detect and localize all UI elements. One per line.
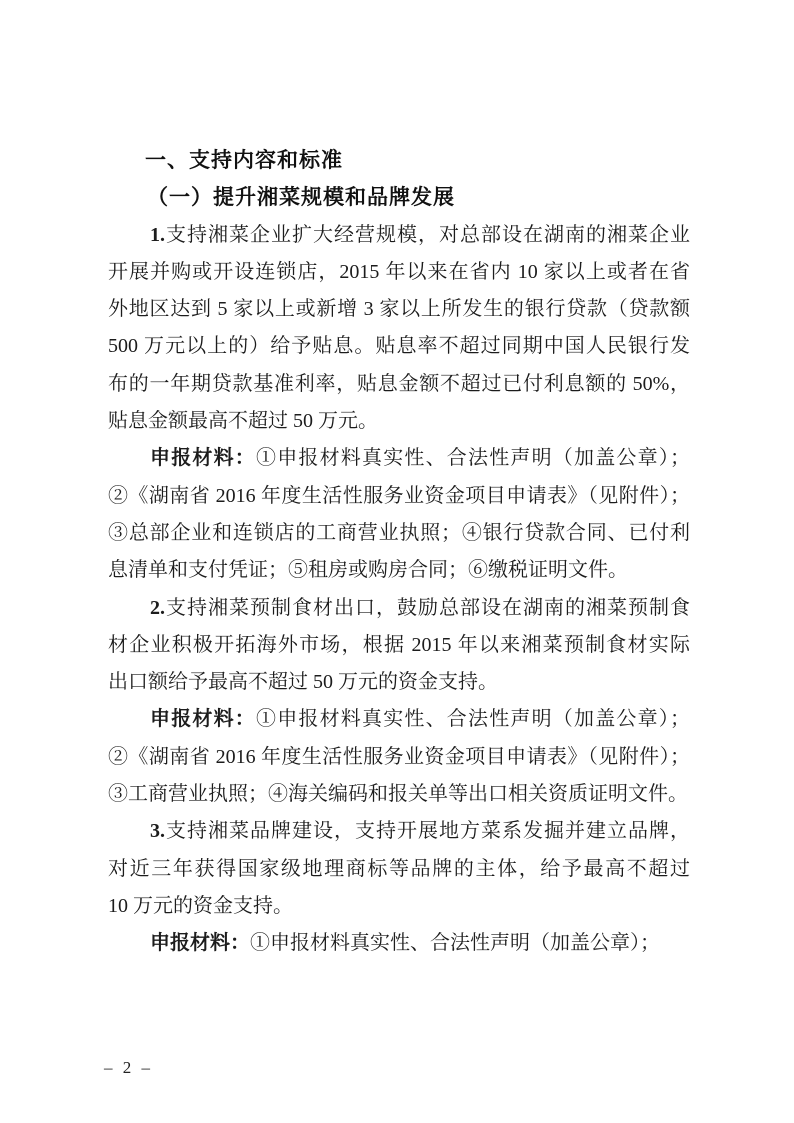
- body-line: [108, 701, 690, 738]
- body-line: 出口额给予最高不超过 50 万元的资金支持。: [108, 671, 498, 694]
- section-heading: 一、支持内容和标准: [145, 149, 343, 172]
- body-line: 布的一年期贷款基准利率，贴息金额不超过已付利息额的 50%，: [108, 372, 690, 395]
- body-line: 开展并购或开设连锁店，2015 年以来在省内 10 家以上或者在省: [108, 260, 690, 283]
- body-line: 息清单和支付凭证；⑤租房或购房合同；⑥缴税证明文件。: [108, 559, 628, 582]
- materials-label: 申报材料：: [150, 932, 250, 955]
- body-line: 材企业积极开拓海外市场，根据 2015 年以来湘菜预制食材实际: [108, 633, 690, 656]
- body-line: ③总部企业和连锁店的工商营业执照；④银行贷款合同、已付利: [108, 521, 690, 544]
- body-line: ②《湖南省 2016 年度生活性服务业资金项目申请表》（见附件）；: [108, 745, 690, 768]
- subsection-heading: （一）提升湘菜规模和品牌发展: [147, 185, 455, 210]
- materials-label: 申报材料：: [150, 447, 256, 470]
- body-line: [108, 590, 690, 627]
- body-line-text: 支持湘菜企业扩大经营规模，对总部设在湖南的湘菜企业: [165, 223, 690, 246]
- body-line: 500 万元以上的）给予贴息。贴息率不超过同期中国人民银行发: [108, 335, 690, 358]
- body-line-text: ①申报材料真实性、合法性声明（加盖公章）；: [256, 447, 690, 470]
- body-line-text: 支持湘菜预制食材出口，鼓励总部设在湖南的湘菜预制食: [165, 596, 690, 619]
- paragraph-number: 3.: [150, 820, 165, 843]
- body-line: [108, 925, 690, 962]
- body-line: ②《湖南省 2016 年度生活性服务业资金项目申请表》（见附件）；: [108, 484, 690, 507]
- body-line: ③工商营业执照；④海关编码和报关单等出口相关资质证明文件。: [108, 783, 688, 806]
- body-line: 贴息金额最高不超过 50 万元。: [108, 410, 378, 433]
- paragraph-number: 1.: [150, 223, 165, 246]
- body-line: [108, 813, 690, 850]
- body-line: [108, 217, 690, 254]
- body-line: 对近三年获得国家级地理商标等品牌的主体，给予最高不超过: [108, 857, 690, 880]
- body-line-text: 支持湘菜品牌建设，支持开展地方菜系发掘并建立品牌，: [165, 820, 690, 843]
- body-line-text: ①申报材料真实性、合法性声明（加盖公章）；: [256, 708, 690, 731]
- document-body: [108, 142, 690, 963]
- body-line: 10 万元的资金支持。: [108, 894, 293, 917]
- body-line: 外地区达到 5 家以上或新增 3 家以上所发生的银行贷款（贷款额: [108, 298, 690, 321]
- materials-label: 申报材料：: [150, 708, 256, 731]
- paragraph-number: 2.: [150, 596, 165, 619]
- page-number: – 2 –: [104, 1058, 153, 1077]
- body-line: [108, 440, 690, 477]
- body-line-text: ①申报材料真实性、合法性声明（加盖公章）；: [250, 932, 660, 955]
